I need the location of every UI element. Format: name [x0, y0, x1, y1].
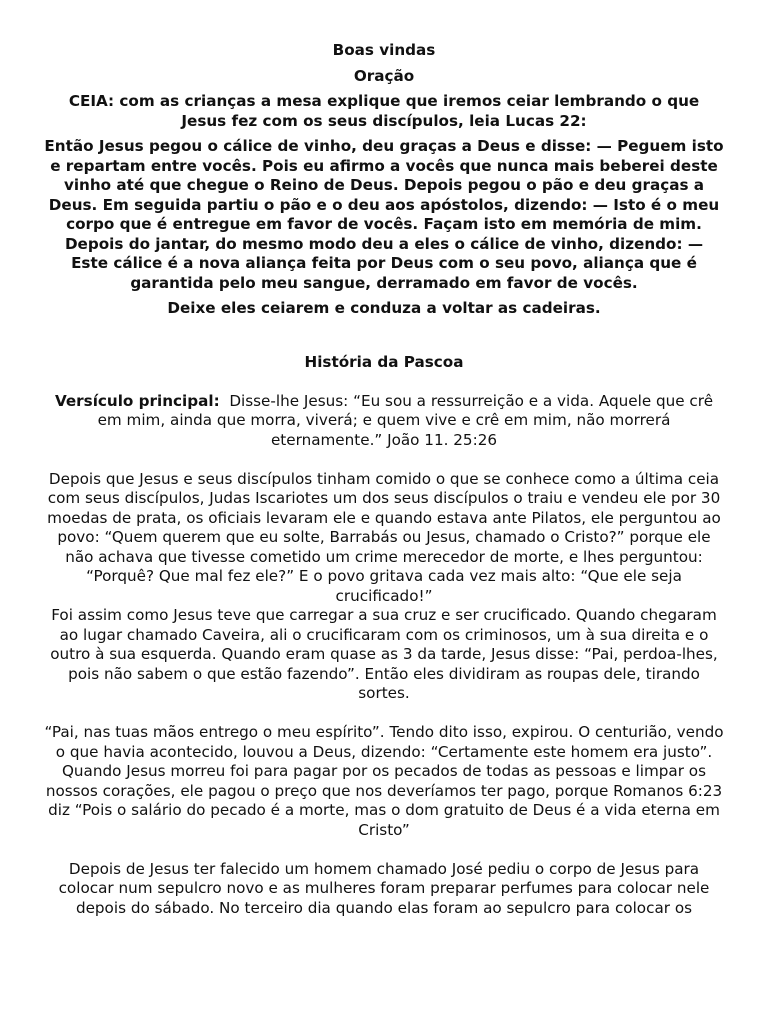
story-paragraph-4: Depois de Jesus ter falecido um homem chamado José pediu o corpo de Jesus para colocar num sepulcro novo e as mulheres foram preparar perfumes para colocar nele depois do sábado. No terceiro dia quando elas foram ao sepulcro para colocar os: [58, 859, 710, 917]
key-verse-text: Disse-lhe Jesus: “Eu sou a ressurreição e a vida. Aquele que crê em mim, ainda que morra, viverá; e quem vive e crê em mim, não morrerá eternamente.” João 11. 25:26: [97, 391, 714, 449]
key-verse: [44, 392, 724, 451]
ceia-instruction: CEIA: com as crianças a mesa explique que iremos ceiar lembrando o que Jesus fez com os seus discípulos, leia Lucas 22:: [68, 92, 700, 130]
welcome-title: Boas vindas: [332, 41, 436, 59]
story-paragraph-1: Depois que Jesus e seus discípulos tinham comido o que se conhece como a última ceia com seus discípulos, Judas Iscariotes um dos seus discípulos o traiu e vendeu ele por 30 moedas de prata, os oficiais levaram ele e quando estava ante Pilatos, ele perguntou ao povo: “Quem querem que eu solte, Barrabás ou Jesus, chamado o Cristo?” porque ele não achava que tivesse cometido um crime merecedor de morte, e lhes perguntou: “Porquê? Que mal fez ele?” E o povo gritava cada vez mais alto: “Que ele seja crucificado!”: [47, 469, 721, 605]
document-page: [44, 41, 724, 918]
story-paragraph-3: “Pai, nas tuas mãos entrego o meu espírito”. Tendo dito isso, expirou. O centurião, vendo o que havia acontecido, louvou a Deus, dizendo: “Certamente este homem era justo”. Quando Jesus morreu foi para pagar por os pecados de todas as pessoas e limpar os nossos corações, ele pagou o preço que nos deveríamos ter pago, porque Romanos 6:23 diz “Pois o salário do pecado é a morte, mas o dom gratuito de Deus é a vida eterna em Cristo”: [44, 723, 724, 839]
story-heading: História da Pascoa: [304, 352, 464, 371]
key-verse-label: Versículo principal:: [54, 391, 220, 410]
story-paragraph-2: Foi assim como Jesus teve que carregar a sua cruz e ser crucificado. Quando chegaram ao lugar chamado Caveira, ali o crucificaram com os criminosos, um à sua direita e o outro à sua esquerda. Quando eram quase as 3 da tarde, Jesus disse: “Pai, perdoa-lhes, pois não sabem o que estão fazendo”. Então eles dividiram as roupas dele, tirando sortes.: [50, 606, 718, 702]
luke-22-reading: Então Jesus pegou o cálice de vinho, deu graças a Deus e disse: — Peguem isto e repartam entre vocês. Pois eu afirmo a vocês que nunca mais beberei deste vinho até que chegue o Reino de Deus. Depois pegou o pão e deu graças a Deus. Em seguida partiu o pão e o deu aos apóstolos, dizendo: — Isto é o meu corpo que é entregue em favor de vocês. Façam isto em memória de mim. Depois do jantar, do mesmo modo deu a eles o cálice de vinho, dizendo: — Este cálice é a nova aliança feita por Deus com o seu povo, aliança que é garantida pelo meu sangue, derramado em favor de vocês.: [44, 137, 724, 292]
prayer-title: Oração: [353, 66, 415, 85]
closing-instruction: Deixe eles ceiarem e conduza a voltar as cadeiras.: [167, 299, 601, 317]
